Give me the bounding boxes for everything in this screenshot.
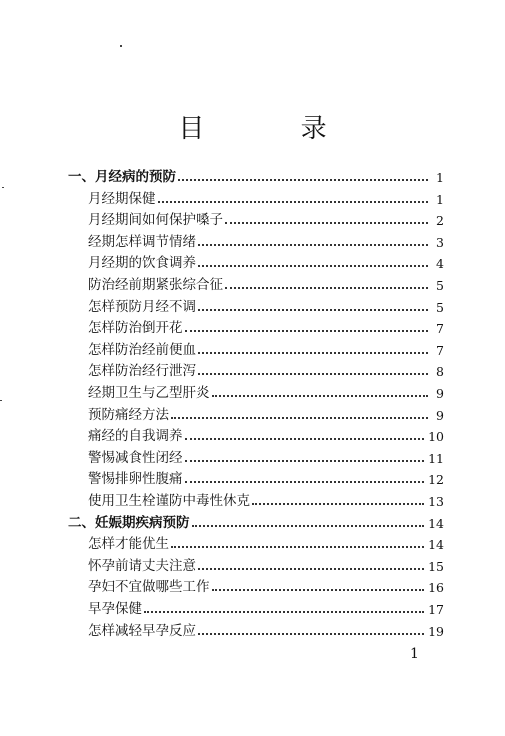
- dot-leader: [171, 417, 428, 419]
- toc-page-number: 13: [428, 494, 444, 509]
- toc-entry-title: 怎样防治经行泄泻: [88, 363, 196, 380]
- toc-page-number: 11: [428, 450, 444, 466]
- toc-page-number: 7: [436, 321, 444, 337]
- toc-page-number: 1: [436, 191, 444, 207]
- toc-entry-title: 怎样防治经前便血: [88, 341, 196, 358]
- toc-item: [88, 422, 444, 444]
- toc-entry-title: 怎样才能优生: [88, 536, 169, 553]
- toc-page-number: 4: [436, 256, 444, 272]
- toc-page-number: 10: [428, 429, 444, 445]
- toc-item: [88, 487, 444, 509]
- dot-leader: [212, 395, 429, 397]
- toc-item: [88, 444, 444, 466]
- dot-leader: [178, 179, 428, 181]
- dot-leader: [192, 525, 425, 527]
- toc-entry-title: 一、月经病的预防: [68, 169, 176, 185]
- toc-page-number: 14: [428, 515, 444, 531]
- scan-speck: [2, 187, 4, 188]
- dot-leader: [185, 481, 425, 483]
- dot-leader: [225, 287, 428, 289]
- toc-page-number: 19: [428, 623, 444, 639]
- toc-item: [88, 465, 444, 487]
- toc-page-number: 17: [428, 602, 444, 617]
- toc-page-number: 5: [436, 278, 444, 293]
- dot-leader: [144, 611, 424, 613]
- scan-speck: [0, 400, 2, 401]
- toc-entry-title: 怀孕前请丈夫注意: [88, 557, 196, 574]
- toc-entry-title: 经期怎样调节情绪: [88, 233, 196, 250]
- dot-leader: [185, 460, 425, 462]
- toc-entry-title: 月经期间如何保护嗓子: [88, 212, 223, 229]
- page-title: 目 录: [178, 114, 371, 144]
- toc-page-number: 9: [436, 407, 444, 423]
- toc-entry-title: 痛经的自我调养: [88, 428, 183, 445]
- scan-speck: [120, 45, 122, 47]
- dot-leader: [185, 330, 429, 332]
- dot-leader: [185, 438, 425, 440]
- toc-item: [88, 530, 444, 552]
- dot-leader: [198, 568, 424, 570]
- toc-entry-title: 警惕减食性闭经: [88, 449, 183, 466]
- toc-page-number: 1: [436, 170, 444, 185]
- dot-leader: [198, 373, 428, 375]
- toc-entry-title: 怎样预防月经不调: [88, 298, 196, 315]
- toc-item: [88, 185, 444, 207]
- toc-entry-title: 使用卫生栓谨防中毒性休克: [88, 493, 250, 509]
- toc-entry-title: 孕妇不宜做哪些工作: [88, 579, 210, 596]
- toc-entry-title: 月经期保健: [88, 190, 156, 207]
- toc-page-number: 16: [428, 580, 444, 596]
- dot-leader: [252, 503, 424, 505]
- toc-item: [88, 595, 444, 617]
- page-number: 1: [410, 646, 419, 662]
- toc-item: [88, 314, 444, 336]
- toc-item: [88, 228, 444, 250]
- toc-item: [88, 379, 444, 401]
- dot-leader: [171, 546, 424, 548]
- toc-page-number: 14: [428, 537, 444, 553]
- toc-item: [88, 401, 444, 423]
- toc-page-number: 12: [428, 472, 444, 488]
- toc-entry-title: 早孕保健: [88, 601, 142, 617]
- dot-leader: [198, 244, 428, 246]
- toc-page-number: 15: [428, 558, 444, 574]
- toc-item: [88, 293, 444, 315]
- toc-item: [88, 617, 444, 639]
- toc-section: [68, 163, 444, 185]
- dot-leader: [198, 352, 428, 354]
- toc-page-number: 9: [436, 386, 444, 401]
- toc-section: [68, 509, 444, 531]
- dot-leader: [198, 633, 424, 635]
- toc-entry-title: 月经期的饮食调养: [88, 255, 196, 272]
- toc-entry-title: 怎样防治倒开花: [88, 320, 183, 337]
- toc-page-number: 8: [436, 364, 444, 380]
- dot-leader: [225, 222, 428, 224]
- toc-entry-title: 经期卫生与乙型肝炎: [88, 385, 210, 401]
- toc-item: [88, 271, 444, 293]
- dot-leader: [158, 201, 429, 203]
- toc-entry-title: 怎样减轻早孕反应: [88, 622, 196, 639]
- toc-entry-title: 预防痛经方法: [88, 406, 169, 423]
- toc-page-number: 5: [436, 299, 444, 315]
- dot-leader: [212, 589, 425, 591]
- toc-item: [88, 249, 444, 271]
- toc-entry-title: 防治经前期紧张综合征: [88, 277, 223, 293]
- toc-item: [88, 336, 444, 358]
- toc-page-number: 2: [436, 213, 444, 229]
- toc-item: [88, 206, 444, 228]
- dot-leader: [198, 265, 428, 267]
- toc-entry-title: 二、妊娠期疾病预防: [68, 514, 190, 531]
- toc-item: [88, 573, 444, 595]
- toc-page-number: 7: [436, 342, 444, 358]
- toc-page-number: 3: [436, 234, 444, 250]
- dot-leader: [198, 309, 428, 311]
- toc-entry-title: 警惕排卵性腹痛: [88, 471, 183, 488]
- toc-item: [88, 552, 444, 574]
- toc-item: [88, 357, 444, 379]
